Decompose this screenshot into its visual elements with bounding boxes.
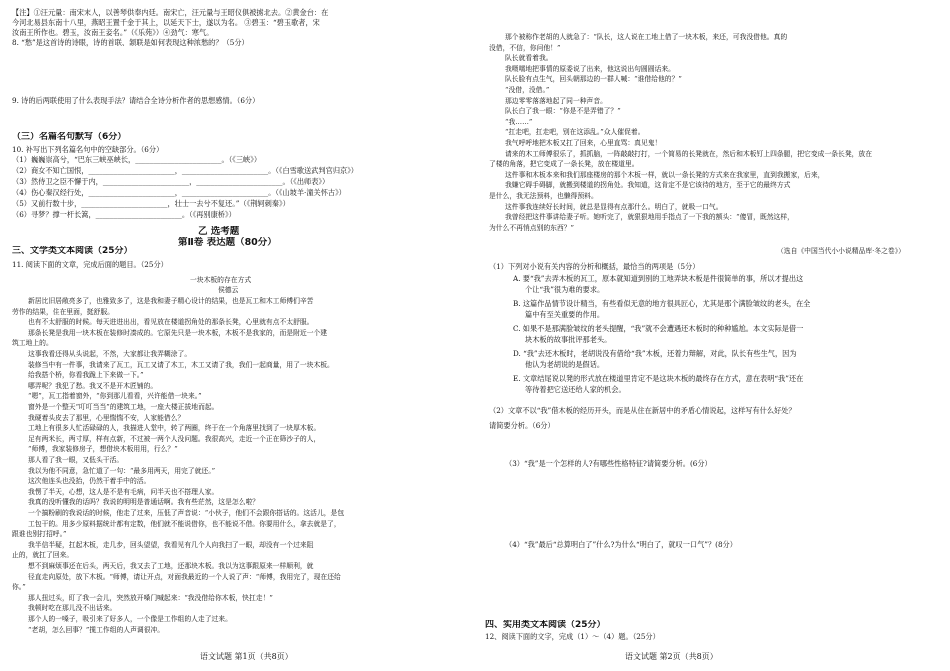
section-title-recitation: （三）名篇名句默写（6分） — [12, 132, 127, 142]
recitation-item: （1）巍巍崇高兮，“巴东三峡巫峡长，________________________。（《三峡》） — [12, 155, 262, 164]
question-10-intro: 10. 补写出下列名篇名句中的空缺部分。（6分） — [12, 145, 164, 154]
story-line: 为什么不再悄点别的东西？” — [489, 223, 575, 232]
recitation-item: （3）然侍卫之臣不懈于内，________________________，________________________。（《出师表》） — [12, 177, 330, 186]
page-footer: 语文试题 第2页（共8页） — [625, 652, 718, 661]
story-line: 足有两米长，两寸厚，样有点新，不过被一两个人没问题。我很高兴，走近一个正在筛沙子的人， — [28, 434, 321, 443]
story-line: 那边零零落落地起了同一种声音。 — [505, 96, 607, 105]
question-11-intro: 11. 阅读下面的文章，完成后面的题目。（25分） — [12, 260, 168, 269]
question-3: （3）“我”是一个怎样的人?有哪些性格特征?请简要分析。(6分） — [505, 459, 712, 468]
page-right — [475, 0, 950, 671]
option-line: 他认为老胡说的是假话。 — [525, 360, 605, 369]
option-line: C. 如果不是那满脸皱纹的老头提醒，“我”就不会遭遇还木板时的种种尴尬。本文实际是借一 — [513, 324, 804, 333]
story-line: 想不到麻烦事还在后头，两天后，我又去了工地，还那块木板。我以为这事跟原来一样顺利，就 — [28, 562, 314, 570]
story-line: 止的，就扛了回来。 — [12, 551, 74, 560]
story-line: “没借，没借。” — [505, 86, 550, 94]
story-line: “我……” — [505, 117, 533, 126]
story-line: “扛走吧，扛走吧，别在这添乱。”众人催促着。 — [505, 128, 645, 137]
story-line: 没借，不信，你问他！” — [489, 43, 561, 52]
story-line: 劳作的结果，住在里面，挺舒服。 — [12, 307, 114, 316]
story-line: 我嫌它碍手碍脚，就搬到楼道的拐角处。我知道，这肯定不是它该待的地方，至于它的最终方式 — [505, 181, 791, 190]
story-line: 那条长凳是我用一块木板在装修时凑成的。它原先只是一块木板，木板不是我家的，而是附近一个建 — [28, 328, 328, 337]
story-line: 我半信半疑，扛起木板，走几步，回头望望，我看见有几个人向我扫了一眼，却没有一个过来阻 — [28, 540, 314, 549]
note-line: 汝南王所作也。碧玉，汝南王妾名。”（《乐苑》）④劲气：寒气。 — [12, 28, 214, 37]
option-line: A. 要“我”去弄木板的瓦工，原本就知道到别的工地弄块木板是件很简单的事，所以才提出这 — [513, 274, 804, 283]
story-line: 那人扭过头，盯了我一会儿，突然放开嗓门喊起来：“我没借给你木板，快扛走！” — [28, 593, 273, 602]
part-title: 乙 选考题 — [198, 226, 240, 237]
story-line: 我真的没听懂我的话吗？我说的明明是普通话啊。我有些茫然，这是怎么啦？ — [28, 498, 260, 507]
story-line: “嗯”，瓦工指着窗外，“你到那儿看看，兴许能借一块来。” — [28, 392, 202, 401]
story-line: 我顿时吃在那儿没不出话来。 — [28, 604, 117, 613]
option-line: 等待着把它送还给人家的机会。 — [525, 385, 626, 394]
story-line: 了楼的角落，把它变成了一条长凳，放在楼道里。 — [489, 160, 639, 169]
story-line: 窗外是一个整天“叮叮当当”的建筑工地，一座大楼正拔地而起。 — [28, 403, 219, 411]
story-line: 工包干的。用多少原料据统计都有定数，他们就不能说借你，也不能说不借。你要用什么，拿去就是了， — [28, 519, 341, 528]
story-line: 我硬着头皮去了那里，心里惴惴不安，人家能借么？ — [28, 413, 185, 422]
story-line: 哪弄呢？我犯了愁。我又不是开木匠铺的。 — [28, 381, 158, 390]
recitation-item: （2）商女不知亡国恨，________________________，________________________。（《白雪歌送武判官归京》） — [12, 166, 358, 175]
story-line: 这事我看还得从头说起，不然，大家都让我弄糊涂了。 — [28, 350, 192, 358]
story-line: 这件事我连续好长时间，就总是显得有点那什么。明白了，就吸一口气。 — [505, 202, 723, 211]
story-line: 径直走向原处，放下木板。“师傅，请让开点，对面我最近的一个人说了声：“师傅，我用完了，现在还给 — [28, 572, 341, 581]
story-line: 我以为他不同意，急忙道了一句：“最多用两天，用完了就还。” — [28, 466, 216, 475]
volume-title: 第Ⅱ卷 表达题（80分） — [178, 237, 277, 248]
story-line: “师傅，我家装修房子，想借块木板用用，行么？” — [28, 445, 178, 454]
recitation-item: （5）又前行数十步，________________________，壮士一去兮不复还。”（《荆轲刺秦》） — [12, 199, 290, 208]
story-line: 队长就看着我。 — [505, 54, 553, 63]
story-line: 我气呼呼地把木板又扛了回来，心里直骂：真见鬼！ — [505, 139, 662, 147]
story-line: 是什么，我无法预料，也懒得预料。 — [489, 192, 598, 200]
question-1-intro: （1）下列对小说有关内容的分析和概括，最恰当的两项是（5分） — [489, 262, 700, 271]
recitation-item: （6）寻梦？撑一杆长篙，________________________。（《再别康桥》） — [12, 210, 236, 219]
story-line: 我曾经把这件事讲给妻子听。她听完了，就狠狠地用手指点了一下我的额头：“傻冒，既然这样， — [505, 213, 794, 222]
note-line: 【注】①汪元量：南宋末人，以善琴供奉内廷。南宋亡，汪元量与王昭仪俱被掳北去。②黄金台：在 — [12, 8, 329, 17]
note-line: 今河北易县东南十八里，燕昭王置千金于其上，以延天下士，遂以为名。 ③碧玉：“碧玉歌者，宋 — [12, 18, 320, 27]
story-line: 那个人的一嗓子，吸引来了好多人，一个像是工作组的人走了过来。 — [28, 615, 232, 623]
recitation-item: （4）伤心秦汉经行处，________________________，________________________。（《山坡羊·潼关怀古》） — [12, 188, 346, 197]
question-12: 12、阅读下面的文字，完成（1）～（4）题。（25分） — [485, 632, 660, 641]
question-4: （4）“我”最后“总算明白了”什么?为什么“明白了，就叹一口气”？(8分） — [505, 540, 737, 549]
option-line: 块木板的故事批评那老头。 — [525, 335, 612, 344]
section-title-practical: 四、实用类文本阅读（25分） — [485, 620, 606, 630]
story-line: 队长白了我一眼：“你是不是弄错了？” — [505, 107, 621, 116]
story-line: 队长脸有点生气，回头朝那边的一群人喊：“谁借给他的？” — [505, 75, 682, 84]
story-line: 这件事和木板本来和我们那座楼房的那个木板一样，就以一条长凳的方式来在我家里，直到我搬家，后来， — [505, 170, 825, 179]
story-line: 工地上有很多人忙活碌碌的人，我描进人堂中，转了两圈，终于在一个角落里找到了一块厚木板。 — [28, 424, 321, 433]
story-line: 装修当中有一件事，我请来了瓦工，瓦工又请了木工，木工又请了我，我们一起商量，用了一块木板。 — [28, 360, 334, 369]
story-line: 那人看了我一眼，又低头干活。 — [28, 456, 124, 464]
option-line: B. 这篇作品情节设计精当，有些看似无意的地方很具匠心，尤其是那个满脸皱纹的老头，在全 — [513, 299, 811, 308]
story-line: 新居比旧居敞亮多了，也雅致多了，这是我和妻子精心设计的结果，也是瓦工和木工师傅们辛苦 — [28, 297, 314, 305]
story-line: 也有不太舒服的时候。每天进进出出，看见放在楼道拐角处的那条长凳，心里就有点不太舒服。 — [28, 318, 314, 327]
story-title: 一块木板的存在方式 — [190, 276, 252, 284]
section-title-literary: 三、文学类文本阅读（25分） — [12, 246, 133, 256]
option-line: D. “我”去还木板时，老胡说没有借给“我”木板，还着力辩解，对此，队长有些生气，因为 — [513, 349, 797, 358]
story-line: 那个被称作老胡的人就急了：“队长，这人说在工地上借了一块木板，来还，可我没借他。真的 — [505, 33, 788, 41]
option-line: E. 文章结尾说以凳的形式放在楼道里肯定不是这块木板的最终存在方式，意在表明“我”还在 — [513, 374, 804, 383]
story-author: 侯德云 — [218, 286, 239, 294]
story-line: 这次他连头也没抬，仍然干着手中的活。 — [28, 477, 151, 486]
story-source: （选自《中国当代小小说精品库·冬之卷》） — [777, 247, 905, 255]
story-line: 你。” — [12, 583, 26, 592]
story-line: 筑工地上的。 — [12, 339, 53, 348]
question-2-cont: 请简要分析。（6分） — [489, 421, 555, 430]
story-line: 给我搭个桥，你看我跪上下来做一下。” — [28, 371, 144, 380]
story-line: 跟谁也别打招呼。” — [12, 530, 67, 539]
option-line: 篇中有至关重要的作用。 — [525, 310, 605, 319]
story-line: 我嗫嚅地把事情的原委说了出来，他这说出句圆圆话来。 — [505, 64, 675, 73]
question-9: 9. 诗的后两联使用了什么表现手法？请结合全诗分析作者的思想感情。（6分） — [12, 96, 260, 105]
question-8: 8. “愁”是这首诗的诗眼，诗的首联、颔联是如何表现这种浓愁的？（5分） — [12, 38, 249, 47]
question-2: （2）文章不以“我”借木板的经历开头，而是从住在新居中的矛盾心情说起，这样写有什么好处？ — [489, 406, 796, 415]
story-line: “老胡，怎么回事？”揽工作组的人声调很冲。 — [28, 625, 165, 634]
page-footer: 语文试题 第1页（共8页） — [200, 652, 293, 661]
story-line: 我愣了半天，心想，这人是不是有毛病，问半天也不搭理人家。 — [28, 487, 219, 496]
option-line: 个让“我”很为难的要求。 — [525, 285, 605, 294]
story-line: 请来的木工师傅很乐了，抓抓脑，一阵敲敲打打，一个简易的长凳就在，然后和木板钉上四条腿，把它变成一条长凳，放在 — [505, 149, 873, 158]
story-line: 一个搞粉刷的我说话的时候，他走了过来，压低了声音说：“小伙子，他们不会跟你搭话的。这活儿，是包 — [28, 509, 345, 517]
